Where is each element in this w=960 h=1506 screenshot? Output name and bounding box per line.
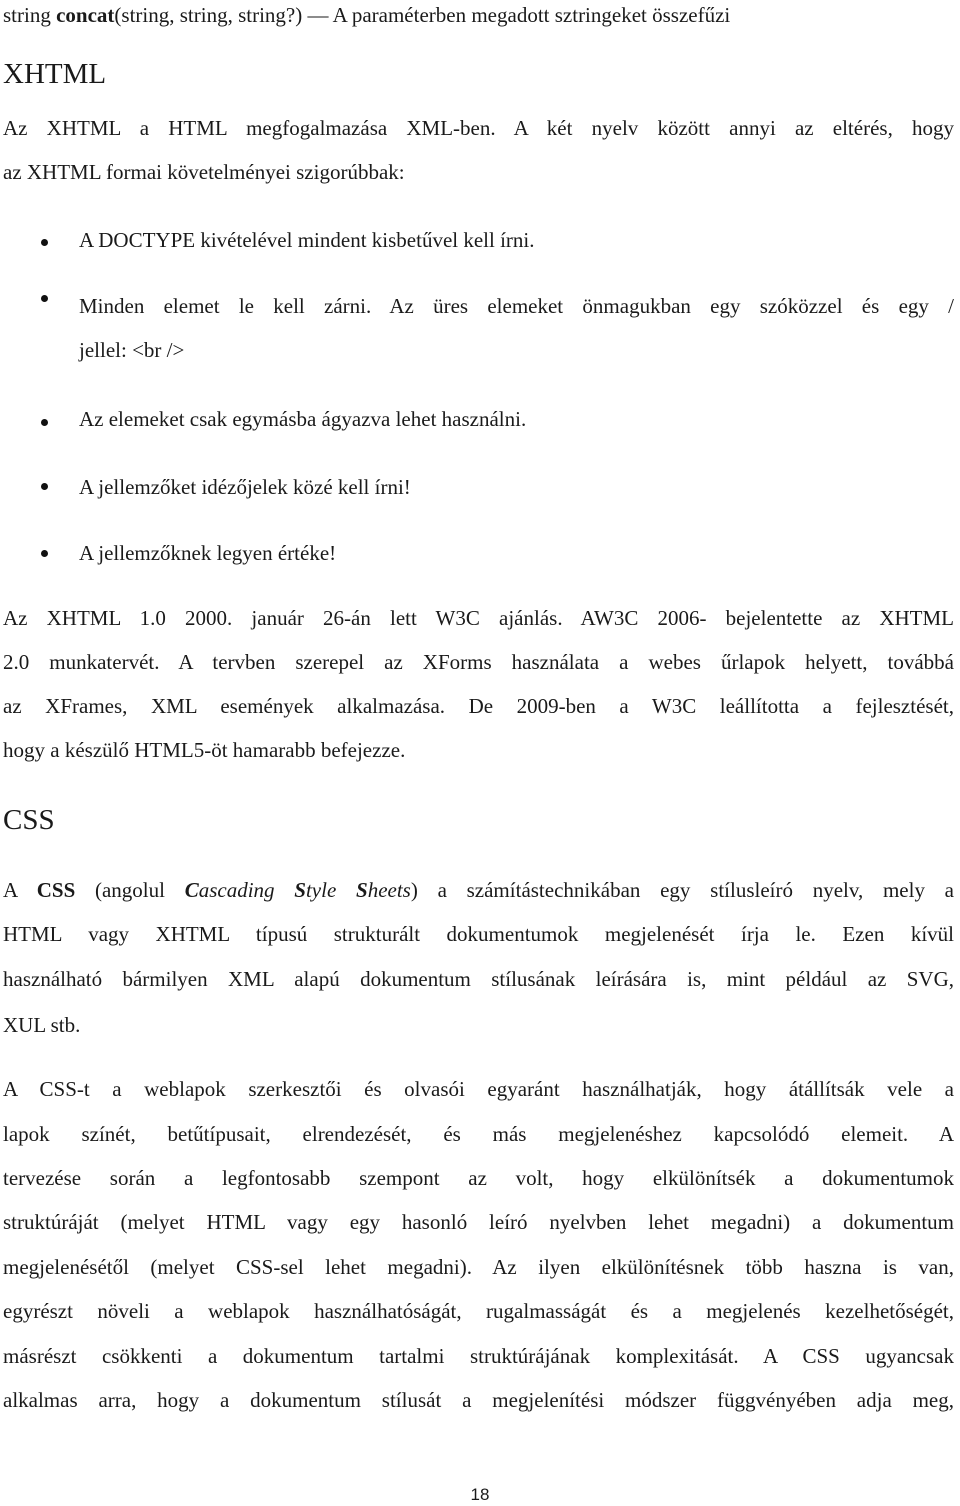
css-paragraph-line: XUL stb. bbox=[3, 1013, 81, 1037]
page-number: 18 bbox=[470, 1485, 490, 1504]
xhtml-paragraph-line: az XHTML formai követelményei szigorúbbak: bbox=[3, 160, 405, 184]
bullet-icon bbox=[41, 550, 48, 557]
bullet-icon bbox=[41, 419, 48, 426]
bullet-icon bbox=[41, 483, 48, 490]
css-paragraph-line: másrészt csökkenti a dokumentum tartalmi struktúrájának komplexitását. A CSS ugyancsak bbox=[3, 1344, 954, 1368]
css-abbreviation: CSS bbox=[36, 878, 76, 902]
xhtml-paragraph-line: az XFrames, XML események alkalmazása. De 2009-ben a W3C leállította a fejlesztését, bbox=[3, 694, 954, 718]
css-paragraph-line: struktúráját (melyet HTML vagy egy hasonló leíró nyelvben lehet megadni) a dokumentum bbox=[3, 1210, 954, 1234]
xhtml-paragraph-line: Az XHTML 1.0 2000. január 26-án lett W3C ajánlás. AW3C 2006- bejelentette az XHTML bbox=[3, 606, 954, 630]
list-item: A DOCTYPE kivételével mindent kisbetűvel kell írni. bbox=[79, 228, 535, 252]
bullet-icon bbox=[41, 295, 48, 302]
text-run: (angolul bbox=[75, 878, 185, 902]
css-paragraph-line: lapok színét, betűtípusait, elrendezését, és más megjelenéshez kapcsolódó elemeit. A bbox=[3, 1122, 954, 1146]
css-paragraph-line: alkalmas arra, hogy a dokumentum stílusát a megjelenítési módszer függvényében adja meg, bbox=[3, 1388, 954, 1412]
xhtml-paragraph-line: 2.0 munkatervét. A tervben szerepel az XForms használata a webes űrlapok helyett, továbbá bbox=[3, 650, 954, 674]
method-description-line bbox=[3, 2, 730, 28]
text-run: A bbox=[3, 878, 37, 902]
css-paragraph-line: A CSS-t a weblapok szerkesztői és olvasói egyaránt használhatják, hogy átállítsák vele a bbox=[3, 1077, 954, 1101]
css-paragraph-line bbox=[3, 877, 954, 903]
text-run: tyle bbox=[305, 878, 357, 902]
list-item: A jellemzőknek legyen értéke! bbox=[79, 541, 337, 565]
initial-letter: S bbox=[356, 878, 368, 902]
xhtml-paragraph-line: hogy a készülő HTML5-öt hamarabb befejezze. bbox=[3, 738, 406, 762]
xhtml-paragraph-line: Az XHTML a HTML megfogalmazása XML-ben. A két nyelv között annyi az eltérés, hogy bbox=[3, 116, 954, 140]
list-item-continuation: jellel: <br /> bbox=[79, 338, 185, 362]
method-params: (string, string, string?) bbox=[114, 3, 303, 27]
text-run: heets bbox=[367, 878, 411, 902]
bullet-icon bbox=[41, 239, 48, 246]
css-paragraph-line: megjelenésétől (melyet CSS-sel lehet megadni). Az ilyen elkülönítésnek több haszna is van, bbox=[3, 1255, 954, 1279]
method-description: ― A paraméterben megadott sztringeket összefűzi bbox=[302, 3, 731, 27]
method-return-type: string bbox=[3, 3, 57, 27]
css-paragraph-line: HTML vagy XHTML típusú strukturált dokumentumok megjelenését írja le. Ezen kívül bbox=[3, 922, 954, 946]
css-paragraph-line: használható bármilyen XML alapú dokumentum stílusának leírására is, mint például az SVG, bbox=[3, 967, 954, 991]
css-paragraph-line: tervezése során a legfontosabb szempont az volt, hogy elkülönítsék a dokumentumok bbox=[3, 1166, 954, 1190]
text-run: ascading bbox=[198, 878, 295, 902]
initial-letter: C bbox=[184, 878, 199, 902]
list-item: Minden elemet le kell zárni. Az üres elemeket önmagukban egy szóközzel és egy / bbox=[79, 294, 954, 318]
css-paragraph-line: egyrészt növeli a weblapok használhatóságát, rugalmasságát és a megjelenés kezelhetőségét, bbox=[3, 1299, 954, 1323]
section-heading-xhtml: XHTML bbox=[3, 58, 107, 90]
method-name: concat bbox=[56, 3, 115, 27]
section-heading-css: CSS bbox=[3, 804, 55, 836]
text-run: ) a számítástechnikában egy stílusleíró nyelv, mely a bbox=[410, 878, 955, 902]
list-item: A jellemzőket idézőjelek közé kell írni! bbox=[79, 475, 411, 499]
list-item: Az elemeket csak egymásba ágyazva lehet használni. bbox=[79, 407, 527, 431]
initial-letter: S bbox=[294, 878, 306, 902]
